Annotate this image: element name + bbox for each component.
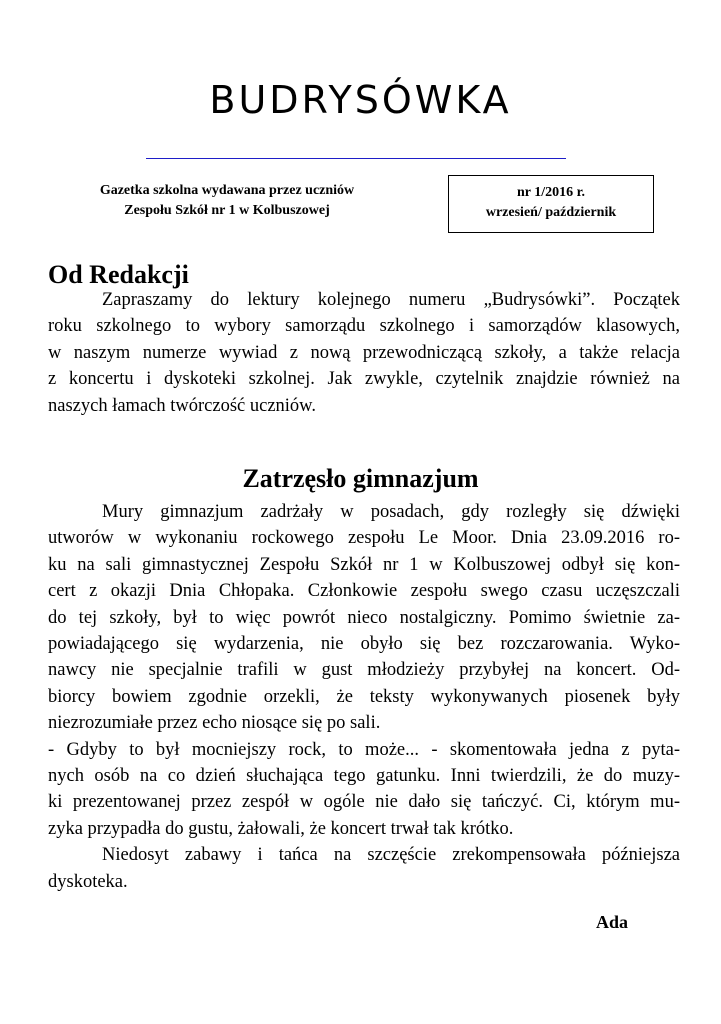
publisher-line-1: Gazetka szkolna wydawana przez uczniów [99,183,355,198]
editorial-line: w naszym numerze wywiad z nową przewodniczącą szkoły, a także relacja [48,342,680,363]
publisher-line-2: Zespołu Szkół nr 1 w Kolbuszowej [124,203,330,218]
article-line: ku na sali gimnastycznej Zespołu Szkół nr 1 w Kolbuszowej odbył się kon- [48,554,680,575]
issue-info-box [448,175,654,233]
article-body [48,499,680,895]
editorial-line: roku szkolnego to wybory samorządu szkolnego i samorządów klasowych, [48,316,680,337]
article-heading: Zatrzęsło gimnazjum [242,464,479,493]
article-line: utworów w wykonaniu rockowego zespołu Le Moor. Dnia 23.09.2016 ro- [48,528,680,549]
article-line: powiadającego się wydarzenia, nie obyło się bez rozczarowania. Wyko- [48,634,680,655]
article-line: cert z okazji Dnia Chłopaka. Członkowie zespołu swego czasu uczęszczali [48,581,680,602]
editorial-body [48,287,680,419]
editorial-line: z koncertu i dyskoteki szkolnej. Jak zwykle, czytelnik znajdzie również na [48,369,680,390]
issue-number: nr 1/2016 r. [516,185,586,200]
masthead-title: BUDRYSÓWKA [209,78,512,122]
editorial-line: naszych łamach twórczość uczniów. [48,395,316,416]
article-line: niezrozumiałe przez echo niosące się po sali. [48,713,381,734]
article-line: nych osób na co dzień słuchająca tego gatunku. Inni twierdzili, że do muzy- [48,766,680,787]
article-line: biorcy bowiem zgodnie orzekli, że teksty wykonywanych piosenek były [48,686,680,707]
article-line: do tej szkoły, był to więc powrót nieco nostalgiczny. Pomimo świetnie za- [48,607,680,628]
article-line: Niedosyt zabawy i tańca na szczęście zrekompensowała późniejsza [102,845,680,866]
article-line: Mury gimnazjum zadrżały w posadach, gdy rozległy się dźwięki [102,502,680,522]
article-line: - Gdyby to był mocniejszy rock, to może... - skomentowała jedna z pyta- [48,739,680,760]
publisher-info [56,181,398,221]
article-author: Ada [596,912,629,932]
article-line: ki prezentowanej przez zespół w ogóle nie dało się tańczyć. Ci, którym mu- [48,792,680,813]
editorial-heading: Od Redakcji [48,260,189,289]
masthead-divider [146,158,566,159]
article-line: nawcy nie specjalnie trafili w gust młodzieży przybyłej na koncert. Od- [48,660,680,681]
editorial-line: Zapraszamy do lektury kolejnego numeru „Budrysówki”. Początek [102,290,680,310]
article-line: zyka przypadła do gustu, żałowali, że koncert trwał tak krótko. [48,818,514,839]
article-line: dyskoteka. [48,871,128,892]
issue-months: wrzesień/ październik [485,205,617,220]
